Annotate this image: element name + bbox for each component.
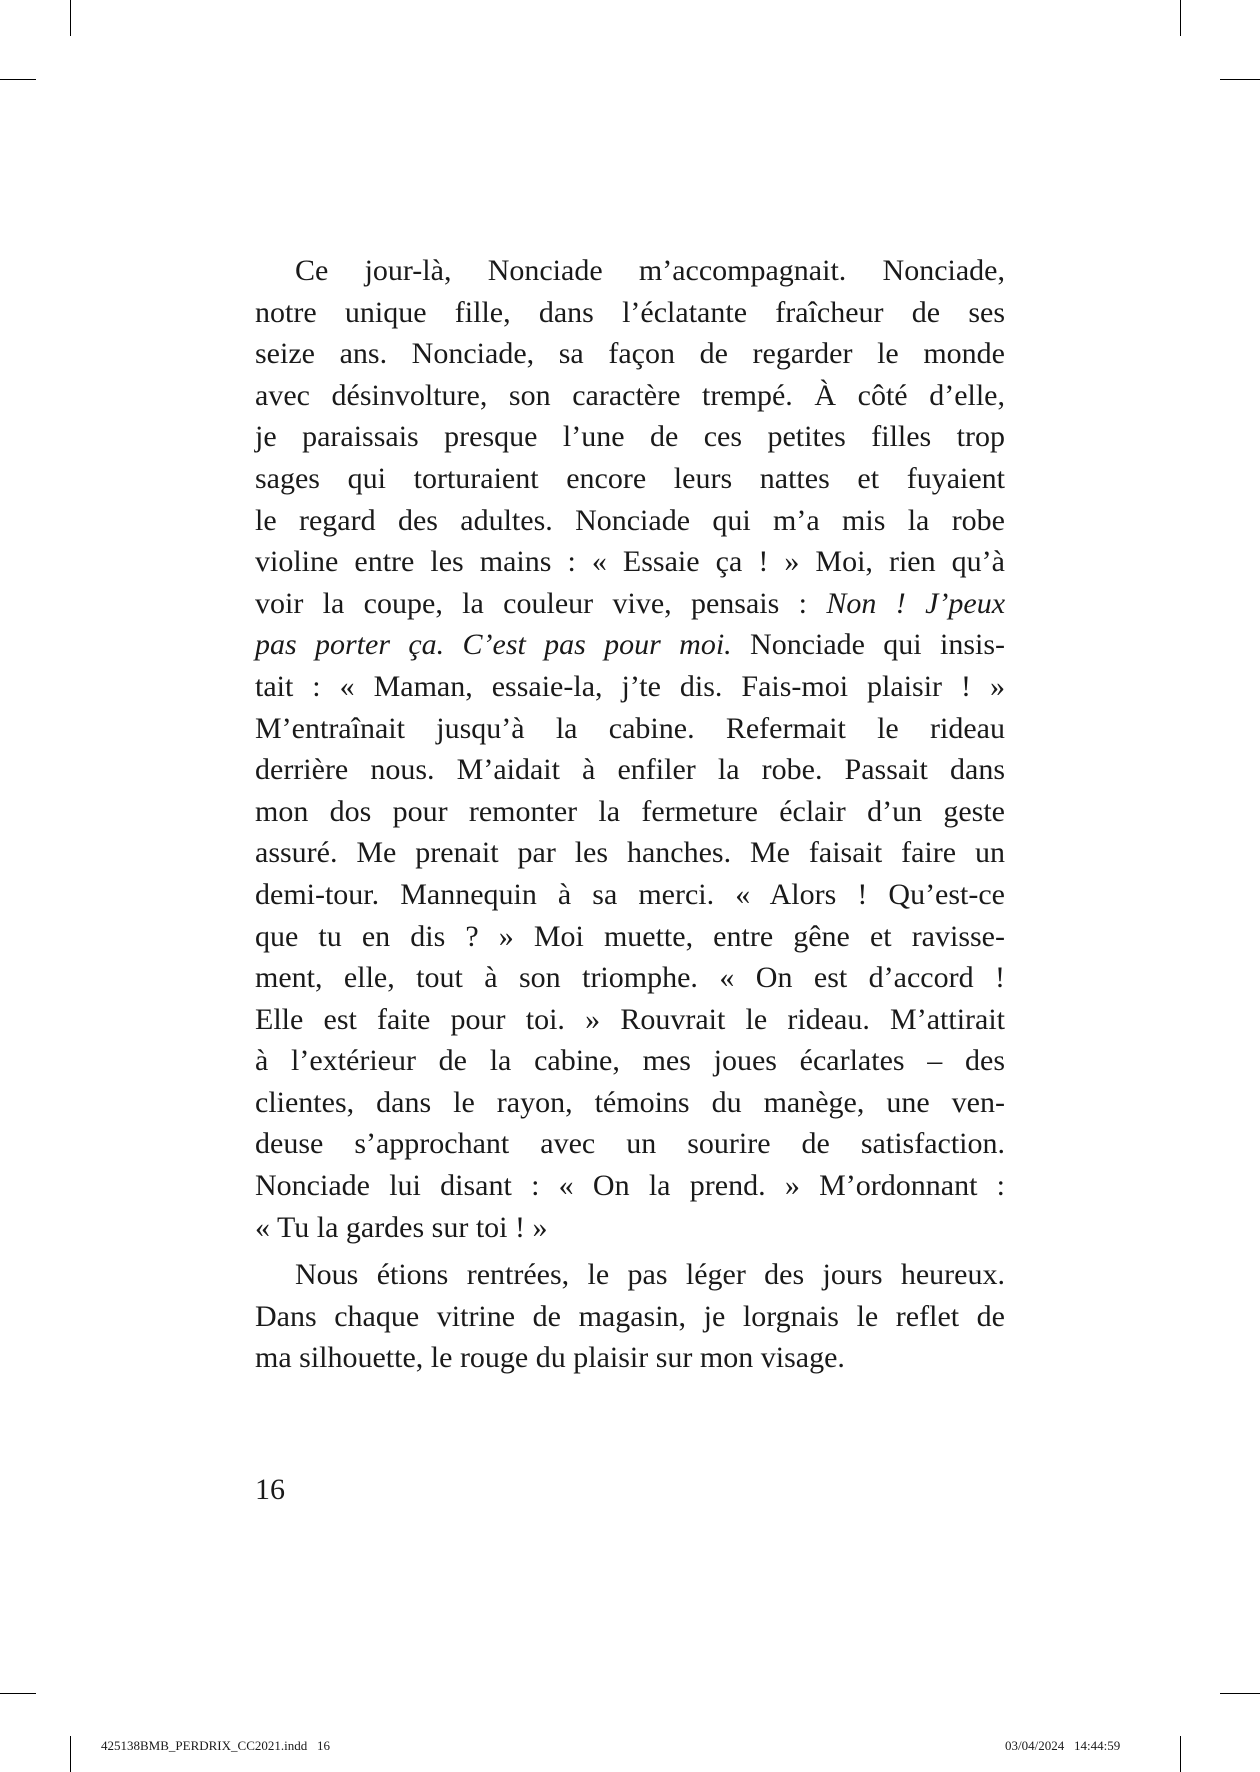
crop-mark-top-left-h (0, 79, 36, 80)
text-line: mon dos pour remonter la fermeture éclair d’un geste (255, 794, 1005, 828)
text-line: assuré. Me prenait par les hanches. Me faisait faire un (255, 836, 1005, 870)
text-line: ment, elle, tout à son triomphe. « On est d’accord ! (255, 961, 1005, 995)
crop-mark-top-left (70, 0, 71, 36)
crop-mark-bottom-left-h (0, 1693, 36, 1694)
slug-filename: 425138BMB_PERDRIX_CC2021.indd 16 (101, 1738, 330, 1753)
text-line: derrière nous. M’aidait à enfiler la robe. Passait dans (255, 753, 1005, 787)
text-line: avec désinvolture, son caractère trempé. À côté d’elle, (255, 378, 1005, 412)
text-segment: Nonciade qui insis- (731, 628, 1005, 662)
text-line: violine entre les mains : « Essaie ça ! » Moi, rien qu’à (255, 545, 1005, 579)
text-line: que tu en dis ? » Moi muette, entre gêne et ravisse- (255, 919, 1005, 953)
text-line: Elle est faite pour toi. » Rouvrait le rideau. M’attirait (255, 1002, 1005, 1036)
text-line (255, 583, 1005, 625)
text-segment: voir la coupe, la couleur vive, pensais : (255, 586, 827, 620)
text-line: à l’extérieur de la cabine, mes joues écarlates – des (255, 1044, 1005, 1078)
crop-mark-top-right (1180, 0, 1181, 36)
crop-mark-bottom-right-h (1220, 1693, 1260, 1694)
text-line: je paraissais presque l’une de ces petites filles trop (255, 420, 1005, 454)
text-line: deuse s’approchant avec un sourire de satisfaction. (255, 1127, 1005, 1161)
text-line: demi-tour. Mannequin à sa merci. « Alors ! Qu’est-ce (255, 877, 1005, 911)
crop-mark-top-right-h (1220, 79, 1260, 80)
text-line: tait : « Maman, essaie-la, j’te dis. Fais-moi plaisir ! » (255, 669, 1005, 703)
text-line: Dans chaque vitrine de magasin, je lorgnais le reflet de (255, 1299, 1005, 1333)
text-line: notre unique fille, dans l’éclatante fraîcheur de ses (255, 295, 1005, 329)
italic-segment: Non ! J’peux (826, 586, 1006, 620)
crop-mark-bottom-left (70, 1736, 71, 1772)
slug-timestamp: 03/04/2024 14:44:59 (1005, 1738, 1121, 1753)
text-line: « Tu la gardes sur toi ! » (255, 1210, 548, 1244)
text-line: sages qui torturaient encore leurs nattes et fuyaient (255, 461, 1005, 495)
text-line: ma silhouette, le rouge du plaisir sur mon visage. (255, 1341, 845, 1375)
text-line (255, 624, 1005, 666)
text-line: seize ans. Nonciade, sa façon de regarder le monde (255, 337, 1005, 371)
page-number: 16 (255, 1473, 285, 1506)
text-line: clientes, dans le rayon, témoins du manège, une ven- (255, 1085, 1005, 1119)
text-line: Nonciade lui disant : « On la prend. » M’ordonnant : (255, 1169, 1005, 1203)
italic-segment: pas porter ça. C’est pas pour moi. (255, 628, 732, 662)
body-text (255, 250, 1005, 1379)
crop-mark-bottom-right (1180, 1736, 1181, 1772)
text-line: Nous étions rentrées, le pas léger des jours heureux. (295, 1258, 1005, 1292)
text-line: Ce jour-là, Nonciade m’accompagnait. Nonciade, (295, 254, 1005, 287)
text-line: le regard des adultes. Nonciade qui m’a mis la robe (255, 503, 1005, 537)
text-line: M’entraînait jusqu’à la cabine. Refermait le rideau (255, 711, 1005, 745)
